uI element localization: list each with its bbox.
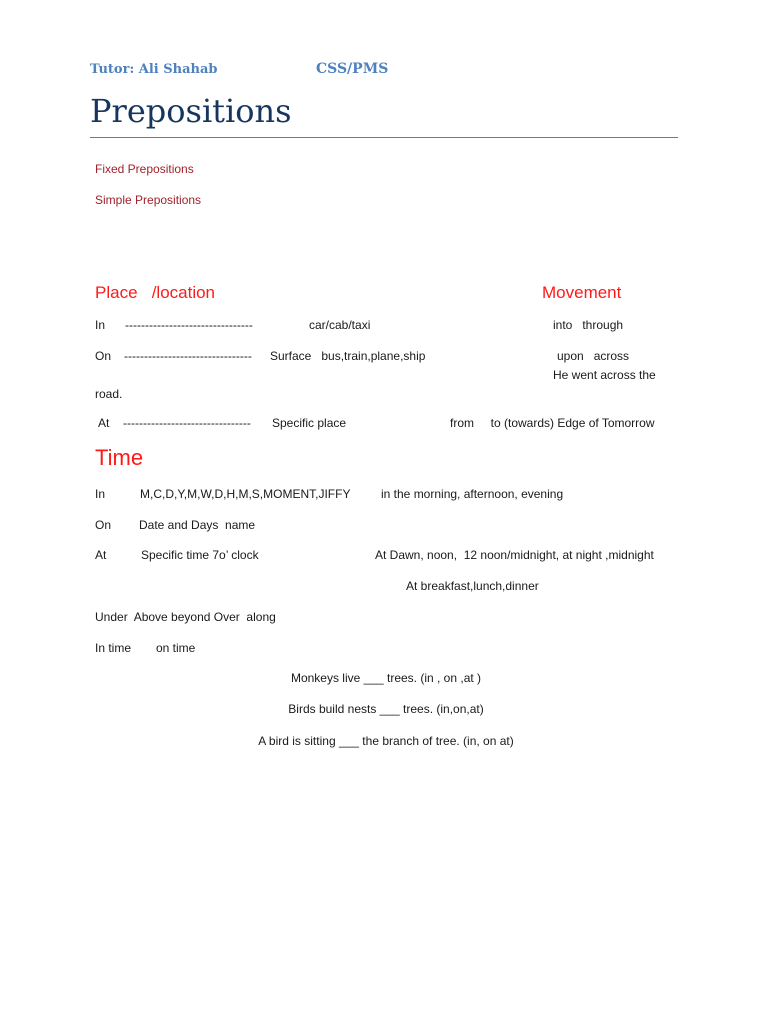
place-at-movement: from to (towards) Edge of Tomorrow [450, 416, 655, 430]
place-heading: Place /location [95, 283, 216, 302]
exercise-1: Monkeys live ___ trees. (in , on ,at ) [290, 671, 482, 685]
subtopic-simple: Simple Prepositions [95, 193, 202, 207]
time-in-detail: M,C,D,Y,M,W,D,H,M,S,MOMENT,JIFFY [140, 487, 351, 501]
subtopic-fixed: Fixed Prepositions [95, 162, 194, 176]
misc-prepositions: Under Above beyond Over along [95, 610, 276, 624]
place-in-movement: into through [553, 318, 624, 332]
page-title: Prepositions [90, 92, 292, 130]
place-at-label: At [98, 416, 110, 430]
place-in-label: In [95, 318, 106, 332]
time-in-extra: in the morning, afternoon, evening [381, 487, 564, 501]
title-underline [90, 137, 678, 138]
time-heading: Time [95, 445, 144, 470]
misc-on-time: on time [156, 641, 196, 655]
course-name: CSS/PMS [316, 61, 389, 77]
exercise-3: A bird is sitting ___ the branch of tree. (in, on at) [258, 734, 514, 748]
time-at-label: At [95, 548, 107, 562]
place-at-dashes: -------------------------------- [123, 416, 251, 430]
time-in-label: In [95, 487, 106, 501]
time-at-extra: At Dawn, noon, 12 noon/midnight, at night ,midnight [375, 548, 654, 562]
time-on-detail: Date and Days name [139, 518, 256, 532]
misc-in-time: In time [95, 641, 132, 655]
place-at-example: Specific place [272, 416, 347, 430]
place-on-sentence: He went across the [553, 368, 656, 382]
place-on-sentence-end: road. [95, 387, 123, 401]
place-on-label: On [95, 349, 112, 363]
place-in-dashes: -------------------------------- [125, 318, 253, 332]
time-at-detail: Specific time 7o’ clock [141, 548, 259, 562]
exercise-2: Birds build nests ___ trees. (in,on,at) [288, 702, 484, 716]
movement-heading: Movement [542, 283, 622, 302]
place-on-dashes: -------------------------------- [124, 349, 252, 363]
place-on-example: Surface bus,train,plane,ship [270, 349, 426, 363]
place-on-movement: upon across [557, 349, 630, 363]
tutor-name: Tutor: Ali Shahab [90, 62, 218, 77]
time-on-label: On [95, 518, 112, 532]
place-in-example: car/cab/taxi [309, 318, 371, 332]
time-at-extra2: At breakfast,lunch,dinner [406, 579, 539, 593]
